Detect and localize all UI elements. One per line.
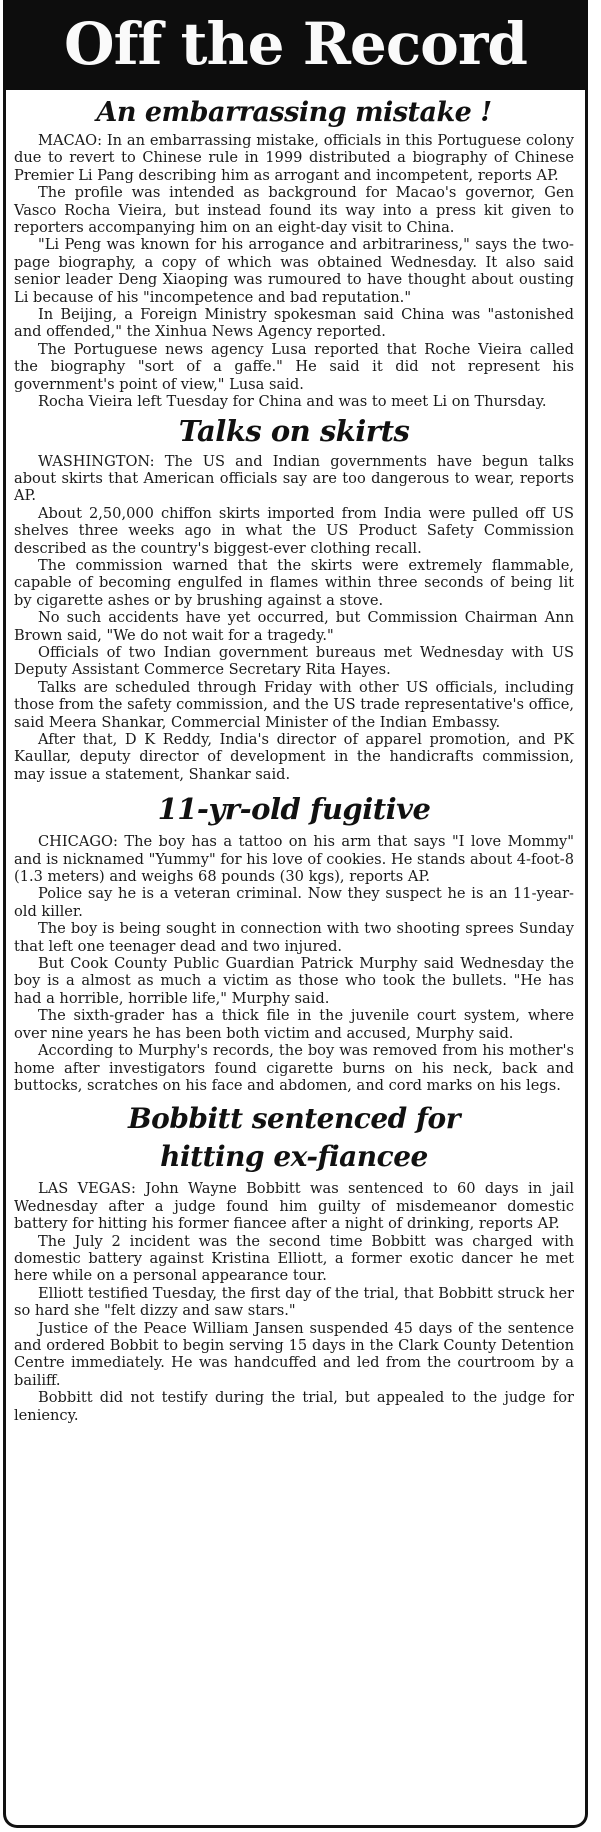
- story-headline: An embarrassing mistake !: [96, 97, 492, 128]
- paragraph: LAS VEGAS: John Wayne Bobbitt was sentenced to 60 days in jail Wednesday after a judge found him guilty of misdemeanor domestic battery for hitting his former fiancee after a night of drinking, reports AP.: [14, 1180, 574, 1233]
- paragraph: No such accidents have yet occurred, but Commission Chairman Ann Brown said, "We do not wait for a tragedy.": [14, 609, 574, 644]
- paragraph: The sixth-grader has a thick file in the juvenile court system, where over nine years he has been both victim and accused, Murphy said.: [14, 1007, 574, 1042]
- story-headline: Talks on skirts: [178, 413, 410, 448]
- paragraph: In Beijing, a Foreign Ministry spokesman said China was "astonished and offended," the Xinhua News Agency reported.: [14, 306, 574, 341]
- paragraph: Officials of two Indian government bureaus met Wednesday with US Deputy Assistant Commerce Secretary Rita Hayes.: [14, 643, 574, 679]
- story-11-yr-old-fugitive: [14, 791, 574, 1094]
- paragraph: Talks are scheduled through Friday with other US officials, including those from the safety commission, and the US trade representative's office, said Meera Shankar, Commercial Minister of the Indian Embassy.: [14, 678, 574, 731]
- paragraph: CHICAGO: The boy has a tattoo on his arm that says "I love Mommy" and is nicknamed "Yummy" for his love of cookies. He stands about 4-foot-8 (1.3 meters) and weighs 68 pounds (30 kgs), reports AP.: [14, 833, 574, 886]
- paragraph: According to Murphy's records, the boy was removed from his mother's home after investigators found cigarette burns on his neck, back and buttocks, scratches on his face and abdomen, and cord marks on his legs.: [14, 1042, 574, 1094]
- paragraph: But Cook County Public Guardian Patrick Murphy said Wednesday the boy is a almost as much a victim as those who took the bullets. "He has had a horrible, horrible life," Murphy said.: [14, 955, 574, 1007]
- paragraph: The boy is being sought in connection with two shooting sprees Sunday that left one teenager dead and two injured.: [14, 920, 574, 955]
- paragraph: The July 2 incident was the second time Bobbitt was charged with domestic battery against Kristina Elliott, a former exotic dancer he met here while on a personal appearance tour.: [14, 1232, 574, 1285]
- headline-line-2: hitting ex-fiancee: [160, 1140, 428, 1174]
- paragraph: "Li Peng was known for his arrogance and arbitrariness," says the two-page biography, a copy of which was obtained Wednesday. It also said senior leader Deng Xiaoping was rumoured to have thought about ousting Li because of his "incompetence and bad reputation.": [14, 236, 574, 306]
- story-talks-on-skirts: [14, 413, 574, 784]
- paragraph: Rocha Vieira left Tuesday for China and was to meet Li on Thursday.: [38, 393, 547, 411]
- headline-line-1: Bobbitt sentenced for: [128, 1102, 460, 1136]
- paragraph: MACAO: In an embarrassing mistake, officials in this Portuguese colony due to revert to Chinese rule in 1999 distributed a biography of Chinese Premier Li Pang describing him as arrogant and incompetent, reports AP.: [14, 132, 574, 184]
- story-headline: [14, 1100, 574, 1176]
- story-headline: 11-yr-old fugitive: [157, 792, 431, 827]
- paragraph: The commission warned that the skirts were extremely flammable, capable of becoming engulfed in flames within three seconds of being lit by cigarette ashes or by brushing against a stove.: [14, 556, 574, 609]
- paragraph: After that, D K Reddy, India's director of apparel promotion, and PK Kaullar, deputy director of development in the handicrafts commission, may issue a statement, Shankar said.: [14, 731, 574, 783]
- paragraph: Bobbitt did not testify during the trial, but appealed to the judge for leniency.: [14, 1389, 574, 1424]
- paragraph: Elliott testified Tuesday, the first day of the trial, that Bobbitt struck her so hard she "felt dizzy and saw stars.": [14, 1284, 574, 1320]
- paragraph: Justice of the Peace William Jansen suspended 45 days of the sentence and ordered Bobbit to begin serving 15 days in the Clark County Detention Centre immediately. He was handcuffed and led from the courtroom by a bailiff.: [14, 1319, 574, 1389]
- paragraph: About 2,50,000 chiffon skirts imported from India were pulled off US shelves three weeks ago in what the US Product Safety Commission described as the country's biggest-ever clothing recall.: [14, 504, 574, 557]
- paragraph: The Portuguese news agency Lusa reported that Roche Vieira called the biography "sort of a gaffe." He said it did not represent his government's point of view," Lusa said.: [14, 340, 574, 393]
- paragraph: The profile was intended as background for Macao's governor, Gen Vasco Rocha Vieira, but instead found its way into a press kit given to reporters accompanying him on an eight-day visit to China.: [14, 184, 574, 237]
- story-embarrassing-mistake: [14, 96, 574, 411]
- story-bobbitt-sentenced: [14, 1100, 574, 1424]
- masthead: Off the Record: [3, 0, 588, 90]
- column-content: [14, 96, 574, 1424]
- paragraph: WASHINGTON: The US and Indian governments have begun talks about skirts that American officials say are too dangerous to wear, reports AP.: [14, 452, 574, 505]
- paragraph: Police say he is a veteran criminal. Now they suspect he is an 11-year-old killer.: [14, 885, 574, 920]
